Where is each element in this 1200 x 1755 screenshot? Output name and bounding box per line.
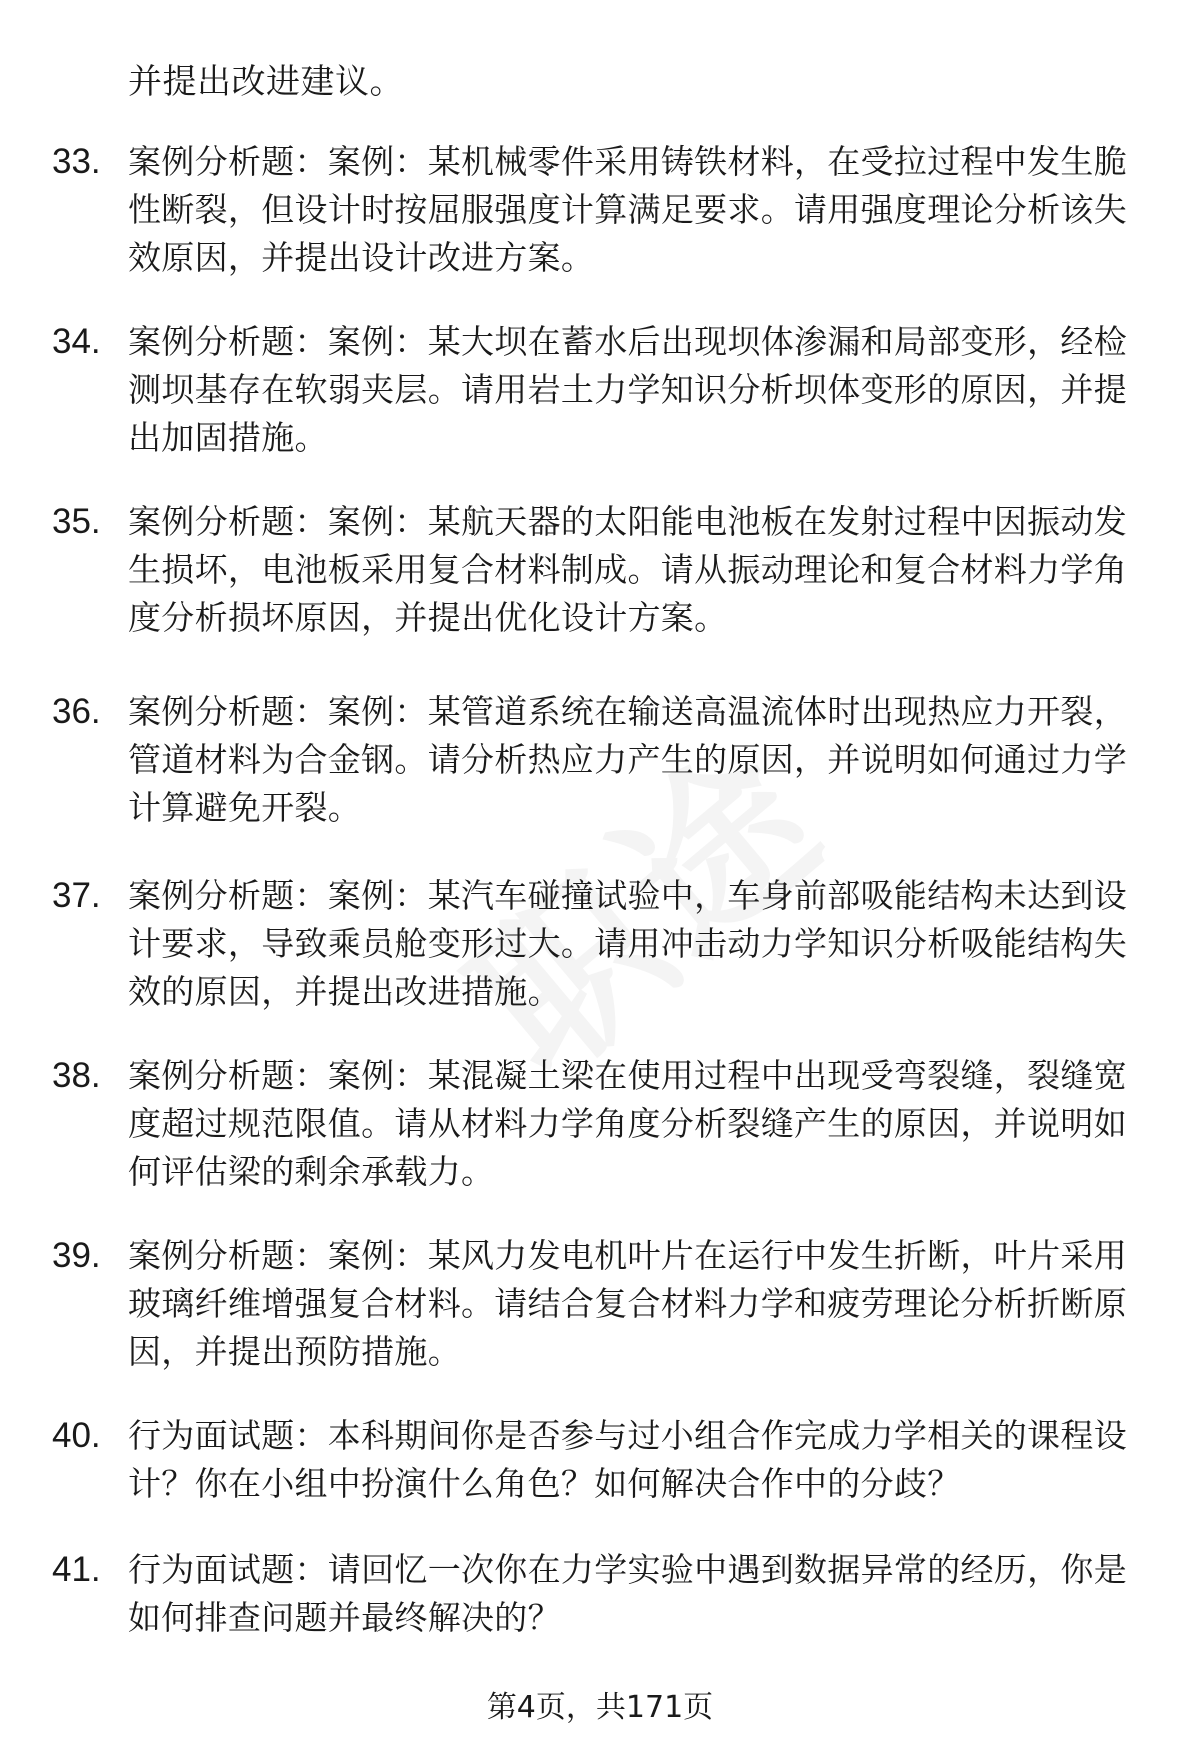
question-text: 案例分析题：案例：某管道系统在输送高温流体时出现热应力开裂，管道材料为合金钢。请分析热应力产生的原因，并说明如何通过力学计算避免开裂。 bbox=[128, 692, 1127, 827]
question-text: 案例分析题：案例：某汽车碰撞试验中，车身前部吸能结构未达到设计要求，导致乘员舱变形过大。请用冲击动力学知识分析吸能结构失效的原因，并提出改进措施。 bbox=[128, 876, 1127, 1011]
question-text: 案例分析题：案例：某机械零件采用铸铁材料，在受拉过程中发生脆性断裂，但设计时按屈服强度计算满足要求。请用强度理论分析该失效原因，并提出设计改进方案。 bbox=[128, 142, 1127, 277]
question-number: 35. bbox=[52, 502, 101, 541]
question-number: 39. bbox=[52, 1236, 101, 1275]
question-text: 案例分析题：案例：某风力发电机叶片在运行中发生折断，叶片采用玻璃纤维增强复合材料。请结合复合材料力学和疲劳理论分析折断原因，并提出预防措施。 bbox=[128, 1236, 1127, 1371]
question-text: 行为面试题：请回忆一次你在力学实验中遇到数据异常的经历，你是如何排查问题并最终解决的？ bbox=[128, 1550, 1127, 1637]
question-number: 41. bbox=[52, 1550, 101, 1589]
question-number: 34. bbox=[52, 322, 101, 361]
question-number: 38. bbox=[52, 1056, 101, 1095]
question-text: 案例分析题：案例：某航天器的太阳能电池板在发射过程中因振动发生损坏，电池板采用复合材料制成。请从振动理论和复合材料力学角度分析损坏原因，并提出优化设计方案。 bbox=[128, 502, 1127, 637]
question-text: 案例分析题：案例：某大坝在蓄水后出现坝体渗漏和局部变形，经检测坝基存在软弱夹层。请用岩土力学知识分析坝体变形的原因，并提出加固措施。 bbox=[128, 322, 1127, 457]
question-number: 36. bbox=[52, 692, 101, 731]
question-text: 行为面试题：本科期间你是否参与过小组合作完成力学相关的课程设计？你在小组中扮演什么角色？如何解决合作中的分歧？ bbox=[128, 1416, 1127, 1503]
question-number: 40. bbox=[52, 1416, 101, 1455]
question-number: 37. bbox=[52, 876, 101, 915]
question-text: 案例分析题：案例：某混凝土梁在使用过程中出现受弯裂缝，裂缝宽度超过规范限值。请从材料力学角度分析裂缝产生的原因，并说明如何评估梁的剩余承载力。 bbox=[128, 1056, 1127, 1191]
page-footer: 第4页，共171页 bbox=[486, 1690, 714, 1725]
continuation-text: 并提出改进建议。 bbox=[128, 62, 404, 102]
question-number: 33. bbox=[52, 142, 101, 181]
